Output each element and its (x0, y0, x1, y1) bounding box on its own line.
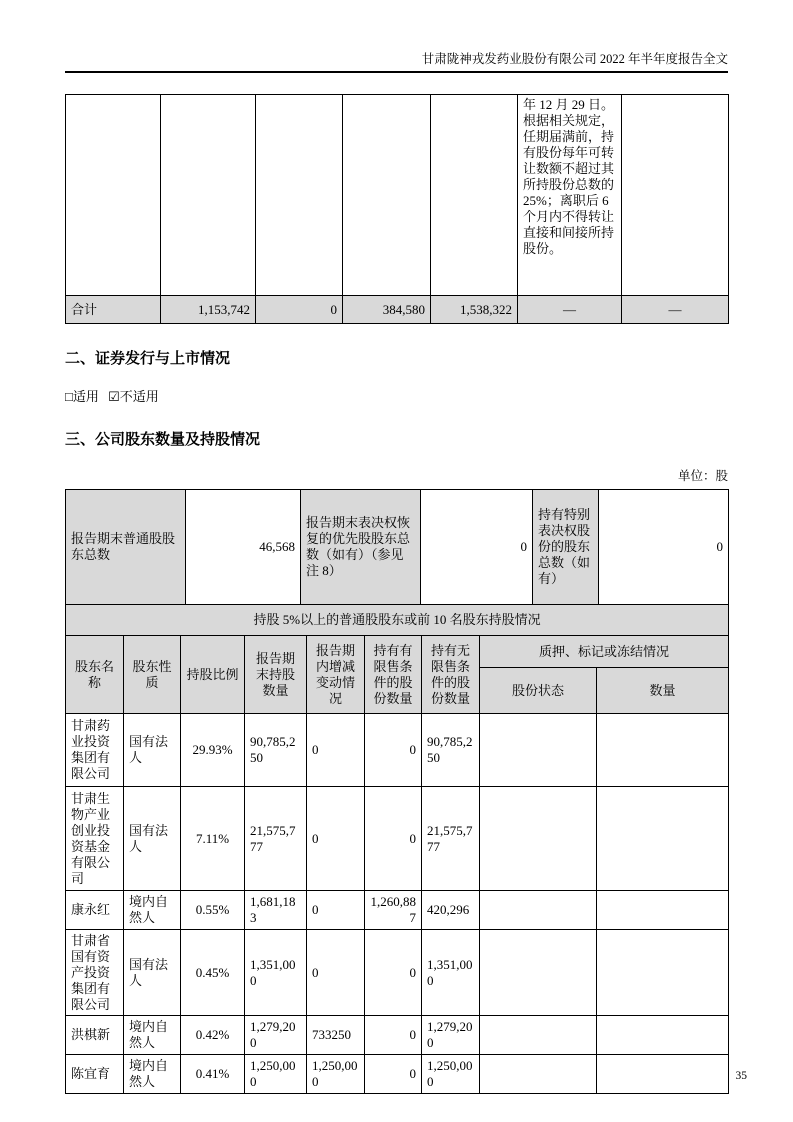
shareholder-ratio: 0.42% (181, 1016, 245, 1055)
shareholder-ratio: 7.11% (181, 787, 245, 891)
report-header-title: 甘肃陇神戎发药业股份有限公司 2022 年半年度报告全文 (421, 52, 728, 66)
shares-end-value: 1,250,000 (245, 1055, 307, 1094)
preferred-shareholders-label: 报告期末表决权恢复的优先股股东总数（如有）（参见注 8） (301, 490, 421, 605)
empty-cell (66, 95, 161, 296)
total-label-cell: 合计 (66, 296, 161, 324)
shareholder-nature: 境内自然人 (124, 1016, 181, 1055)
unrestricted-value: 21,575,777 (422, 787, 480, 891)
restricted-value: 0 (365, 787, 422, 891)
col-header-ratio: 持股比例 (181, 636, 245, 714)
col-header-nature: 股东性质 (124, 636, 181, 714)
shareholder-nature: 国有法人 (124, 714, 181, 787)
pledge-qty-cell (597, 714, 729, 787)
pledge-status-cell (480, 787, 597, 891)
lockup-note-cell (518, 95, 622, 296)
table-subtitle-row (66, 605, 729, 636)
col-header-unrestricted: 持有无限售条件的股份数量 (422, 636, 480, 714)
change-value: 733250 (307, 1016, 365, 1055)
col-header-pledge-qty: 数量 (597, 668, 729, 714)
change-value: 0 (307, 714, 365, 787)
shares-end-value: 90,785,250 (245, 714, 307, 787)
shareholder-summary-row (66, 490, 729, 605)
unrestricted-value: 1,250,000 (422, 1055, 480, 1094)
shareholder-nature: 境内自然人 (124, 891, 181, 930)
change-value: 0 (307, 787, 365, 891)
shareholder-name: 甘肃省国有资产投资集团有限公司 (66, 930, 124, 1016)
shareholder-ratio: 0.45% (181, 930, 245, 1016)
page-number: 35 (735, 1070, 747, 1082)
applicability-line (65, 389, 728, 405)
col-header-change: 报告期内增减变动情况 (307, 636, 365, 714)
special-voting-value: 0 (599, 490, 729, 605)
empty-cell (343, 95, 431, 296)
shareholder-name: 洪棋新 (66, 1016, 124, 1055)
shareholder-summary-table (65, 489, 729, 605)
shareholder-ratio: 0.41% (181, 1055, 245, 1094)
restricted-value: 0 (365, 930, 422, 1016)
top-shareholders-table (65, 604, 729, 1094)
pledge-qty-cell (597, 1055, 729, 1094)
empty-cell (161, 95, 256, 296)
pledge-status-cell (480, 930, 597, 1016)
pledge-status-cell (480, 891, 597, 930)
page-content (65, 0, 728, 1094)
col-header-name: 股东名称 (66, 636, 124, 714)
col-header-restricted: 持有有限售条件的股份数量 (365, 636, 422, 714)
unrestricted-value: 420,296 (422, 891, 480, 930)
shareholder-row (66, 930, 729, 1016)
restricted-value: 0 (365, 1016, 422, 1055)
section-title-shareholders: 三、公司股东数量及持股情况 (65, 432, 261, 448)
checkbox-not-applicable: ☑不适用 (108, 389, 159, 404)
total-value-cell: 384,580 (343, 296, 431, 324)
preferred-shareholders-value: 0 (421, 490, 533, 605)
shares-end-value: 21,575,777 (245, 787, 307, 891)
shareholder-name: 康永红 (66, 891, 124, 930)
shareholder-nature: 境内自然人 (124, 1055, 181, 1094)
shares-end-value: 1,279,200 (245, 1016, 307, 1055)
lockup-note-text: 年 12 月 29 日。根据相关规定，任期届满前，持有股份每年可转让数额不超过其所持股份总数的 25%；离职后 6 个月内不得转让直接和间接所持股份。 (523, 97, 615, 256)
col-header-pledge-status: 股份状态 (480, 668, 597, 714)
shareholder-nature: 国有法人 (124, 930, 181, 1016)
total-value-cell: 0 (256, 296, 343, 324)
unrestricted-value: 1,279,200 (422, 1016, 480, 1055)
lockup-table-continuation-row (66, 95, 729, 296)
empty-cell (256, 95, 343, 296)
shareholder-name: 甘肃药业投资集团有限公司 (66, 714, 124, 787)
special-voting-label: 持有特别表决权股份的股东总数（如有） (533, 490, 599, 605)
empty-cell (622, 95, 729, 296)
shareholder-name: 甘肃生物产业创业投资基金有限公司 (66, 787, 124, 891)
empty-cell (431, 95, 518, 296)
col-header-pledge-group: 质押、标记或冻结情况 (480, 636, 729, 668)
change-value: 1,250,000 (307, 1055, 365, 1094)
total-value-cell: 1,538,322 (431, 296, 518, 324)
shareholder-ratio: 29.93% (181, 714, 245, 787)
restricted-value: 1,260,887 (365, 891, 422, 930)
total-dash-cell: — (518, 296, 622, 324)
header-divider (65, 71, 728, 73)
shares-end-value: 1,681,183 (245, 891, 307, 930)
lockup-table (65, 94, 729, 324)
shareholder-row (66, 891, 729, 930)
pledge-status-cell (480, 1055, 597, 1094)
change-value: 0 (307, 891, 365, 930)
pledge-status-cell (480, 1016, 597, 1055)
pledge-qty-cell (597, 1016, 729, 1055)
shares-end-value: 1,351,000 (245, 930, 307, 1016)
pledge-status-cell (480, 714, 597, 787)
pledge-qty-cell (597, 787, 729, 891)
restricted-value: 0 (365, 1055, 422, 1094)
common-shareholders-value: 46,568 (186, 490, 301, 605)
shareholder-nature: 国有法人 (124, 787, 181, 891)
checkbox-applicable: □适用 (65, 389, 99, 404)
pledge-qty-cell (597, 891, 729, 930)
col-header-shares-end: 报告期末持股数量 (245, 636, 307, 714)
section-title-issuance: 二、证券发行与上市情况 (65, 351, 231, 367)
shareholder-row (66, 714, 729, 787)
change-value: 0 (307, 930, 365, 1016)
restricted-value: 0 (365, 714, 422, 787)
shareholder-name: 陈宜育 (66, 1055, 124, 1094)
unrestricted-value: 90,785,250 (422, 714, 480, 787)
pledge-qty-cell (597, 930, 729, 1016)
total-dash-cell: — (622, 296, 729, 324)
table-header-row (66, 636, 729, 668)
total-value-cell: 1,153,742 (161, 296, 256, 324)
shareholder-row (66, 1016, 729, 1055)
unrestricted-value: 1,351,000 (422, 930, 480, 1016)
unit-label: 单位：股 (677, 469, 728, 483)
shareholder-row (66, 1055, 729, 1094)
common-shareholders-label: 报告期末普通股股东总数 (66, 490, 186, 605)
table-subtitle: 持股 5%以上的普通股股东或前 10 名股东持股情况 (66, 605, 729, 636)
shareholder-ratio: 0.55% (181, 891, 245, 930)
lockup-total-row (66, 296, 729, 324)
shareholder-row (66, 787, 729, 891)
